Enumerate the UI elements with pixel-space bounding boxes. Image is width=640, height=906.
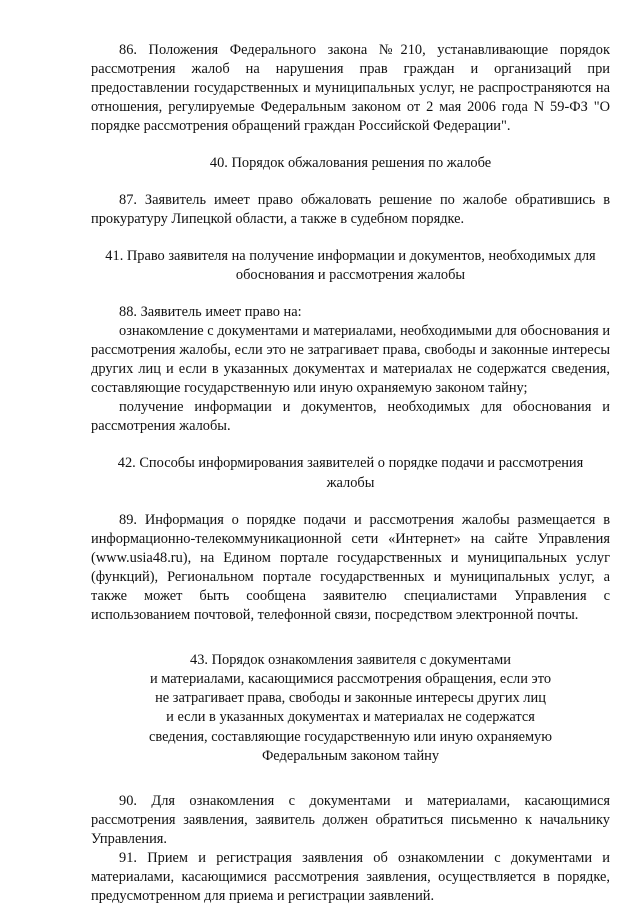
paragraph-88-item-a: ознакомление с документами и материалами, необходимыми для обоснования и рассмотрения жалобы, если это не затрагивает права, свободы и законные интересы других лиц и если в указанных документах и материалах не содержатся сведения, составляющие государственную или иную охраняемую законом тайну; [91, 323, 611, 397]
paragraph-91: 91. Прием и регистрация заявления об ознакомлении с документами и материалами, касающимися рассмотрения заявления, осуществляется в порядке, предусмотренном для приема и регистрации заявлений. [91, 850, 610, 905]
section-heading-43-line-1: 43. Порядок ознакомления заявителя с документами [190, 651, 511, 668]
paragraph-90: 90. Для ознакомления с документами и материалами, касающимися рассмотрения заявления, заявитель должен обратиться письменно к начальнику Управления. [91, 793, 610, 848]
paragraph-87: 87. Заявитель имеет право обжаловать решение по жалобе обратившись в прокуратуру Липецкой области, а также в судебном порядке. [91, 192, 610, 227]
section-heading-43-line-5: сведения, составляющие государственную или иную охраняемую [148, 728, 553, 745]
section-heading-41-line-1: 41. Право заявителя на получение информации и документов, необходимых для [105, 248, 596, 264]
section-heading-41 [91, 247, 610, 285]
section-heading-42 [91, 454, 610, 492]
section-heading-43-line-2: и материалами, касающимися рассмотрения обращения, если это [149, 671, 552, 688]
section-heading-43-line-6: Федеральным законом тайну [261, 747, 440, 764]
section-heading-40: 40. Порядок обжалования решения по жалобе [209, 155, 492, 171]
section-heading-43-line-3: не затрагивает права, свободы и законные интересы других лиц [155, 690, 546, 707]
paragraph-86: 86. Положения Федерального закона №210, устанавливающие порядок рассмотрения жалоб на нарушения прав граждан и организаций при предоставлении государственных и муниципальных услуг, не распространяются на отношения, регулируемые Федеральным законом от 2 мая 2006 года N 59-ФЗ "О порядке рассмотрения обращений граждан Российской Федерации". [91, 42, 610, 134]
section-heading-43-line-4: и если в указанных документах и материалах не содержатся [166, 709, 535, 726]
paragraph-89: 89. Информация о порядке подачи и рассмотрения жалобы размещается в информационно-телекоммуникационной сети «Интернет» на сайте Управления (www.usia48.ru), на Едином портале государственных и муниципальных услуг (функций), Региональном портале государственных и муниципальных услуг, а также может быть сообщена заявителю специалистами Управления с использованием почтовой, телефонной связи, посредством электронной почты. [91, 511, 610, 623]
document-body [91, 41, 610, 906]
paragraph-88-item-b: получение информации и документов, необходимых для обоснования и рассмотрения жалобы. [91, 399, 610, 435]
section-heading-42-line-2: жалобы [326, 474, 375, 491]
section-heading-43 [91, 651, 610, 766]
section-heading-41-line-2: обоснования и рассмотрения жалобы [235, 267, 466, 284]
section-heading-42-line-1: 42. Способы информирования заявителей о порядке подачи и рассмотрения [117, 455, 584, 472]
paragraph-88: 88. Заявитель имеет право на: [119, 304, 302, 321]
